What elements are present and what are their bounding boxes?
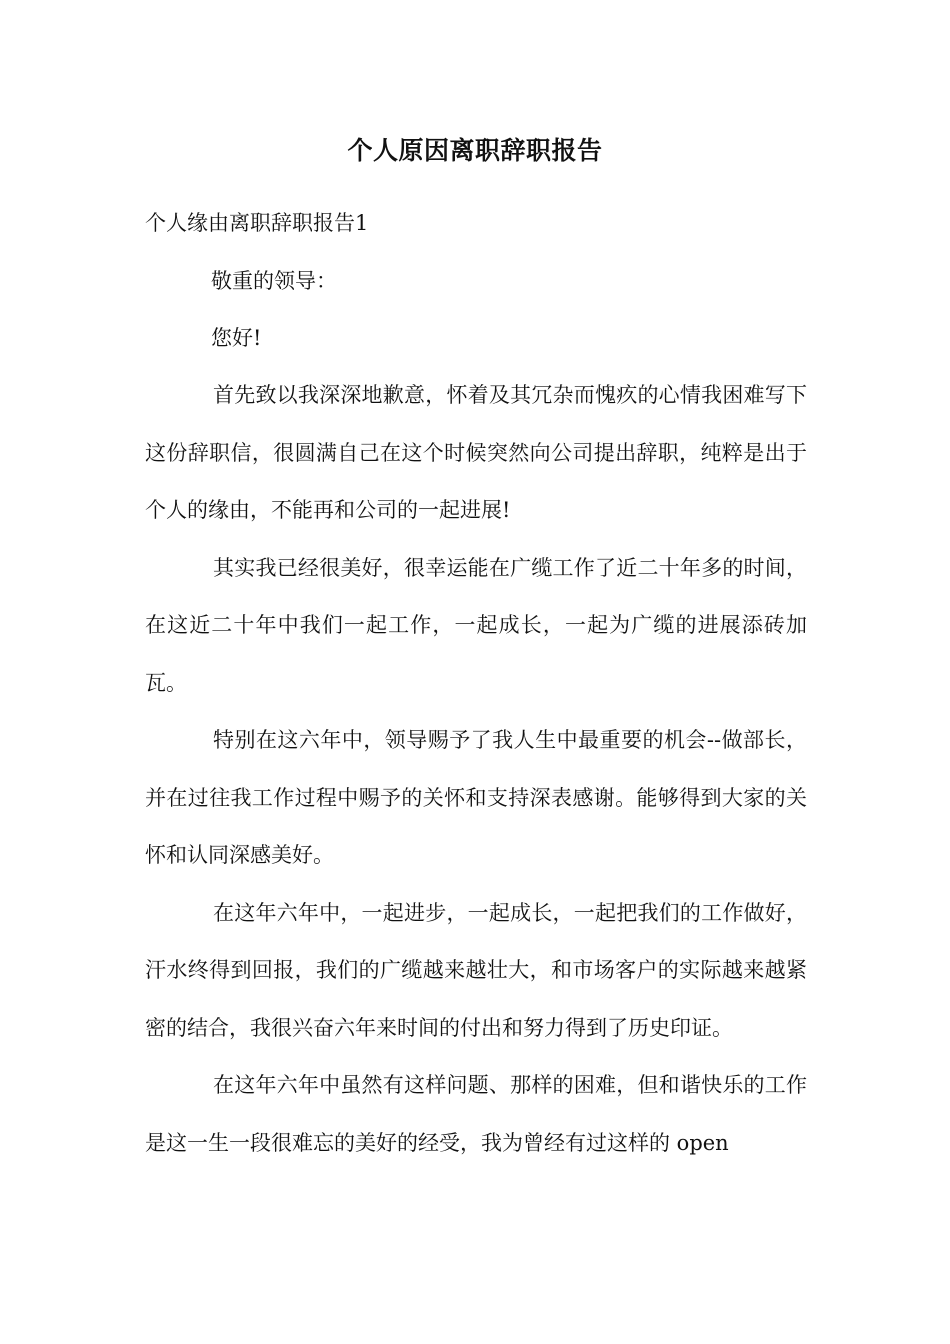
body-paragraph: 在这年六年中，一起进步，一起成长，一起把我们的工作做好，汗水终得到回报，我们的广缆越来越壮大，和市场客户的实际越来越紧密的结合，我很兴奋六年来时间的付出和努力得到了历史印证。 [145, 900, 807, 1040]
letter-body [145, 367, 807, 1172]
document-title: 个人原因离职辞职报告 [347, 136, 603, 165]
body-paragraph: 首先致以我深深地歉意，怀着及其冗杂而愧疚的心情我困难写下这份辞职信，很圆满自己在这个时候突然向公司提出辞职，纯粹是出于个人的缘由，不能再和公司的一起进展! [145, 383, 807, 522]
salutation: 敬重的领导： [211, 269, 337, 293]
body-paragraph: 特别在这六年中，领导赐予了我人生中最重要的机会--做部长，并在过往我工作过程中赐予的关怀和支持深表感谢。能够得到大家的关怀和认同深感美好。 [145, 728, 807, 867]
body-paragraph: 在这年六年中虽然有这样问题、那样的困难，但和谐快乐的工作是这一生一段很难忘的美好的经受，我为曾经有过这样的 open [145, 1073, 807, 1155]
greeting: 您好! [211, 326, 262, 350]
document-subtitle: 个人缘由离职辞职报告1 [145, 211, 369, 235]
body-paragraph: 其实我已经很美好，很幸运能在广缆工作了近二十年多的时间，在这近二十年中我们一起工作，一起成长，一起为广缆的进展添砖加瓦。 [145, 555, 807, 695]
